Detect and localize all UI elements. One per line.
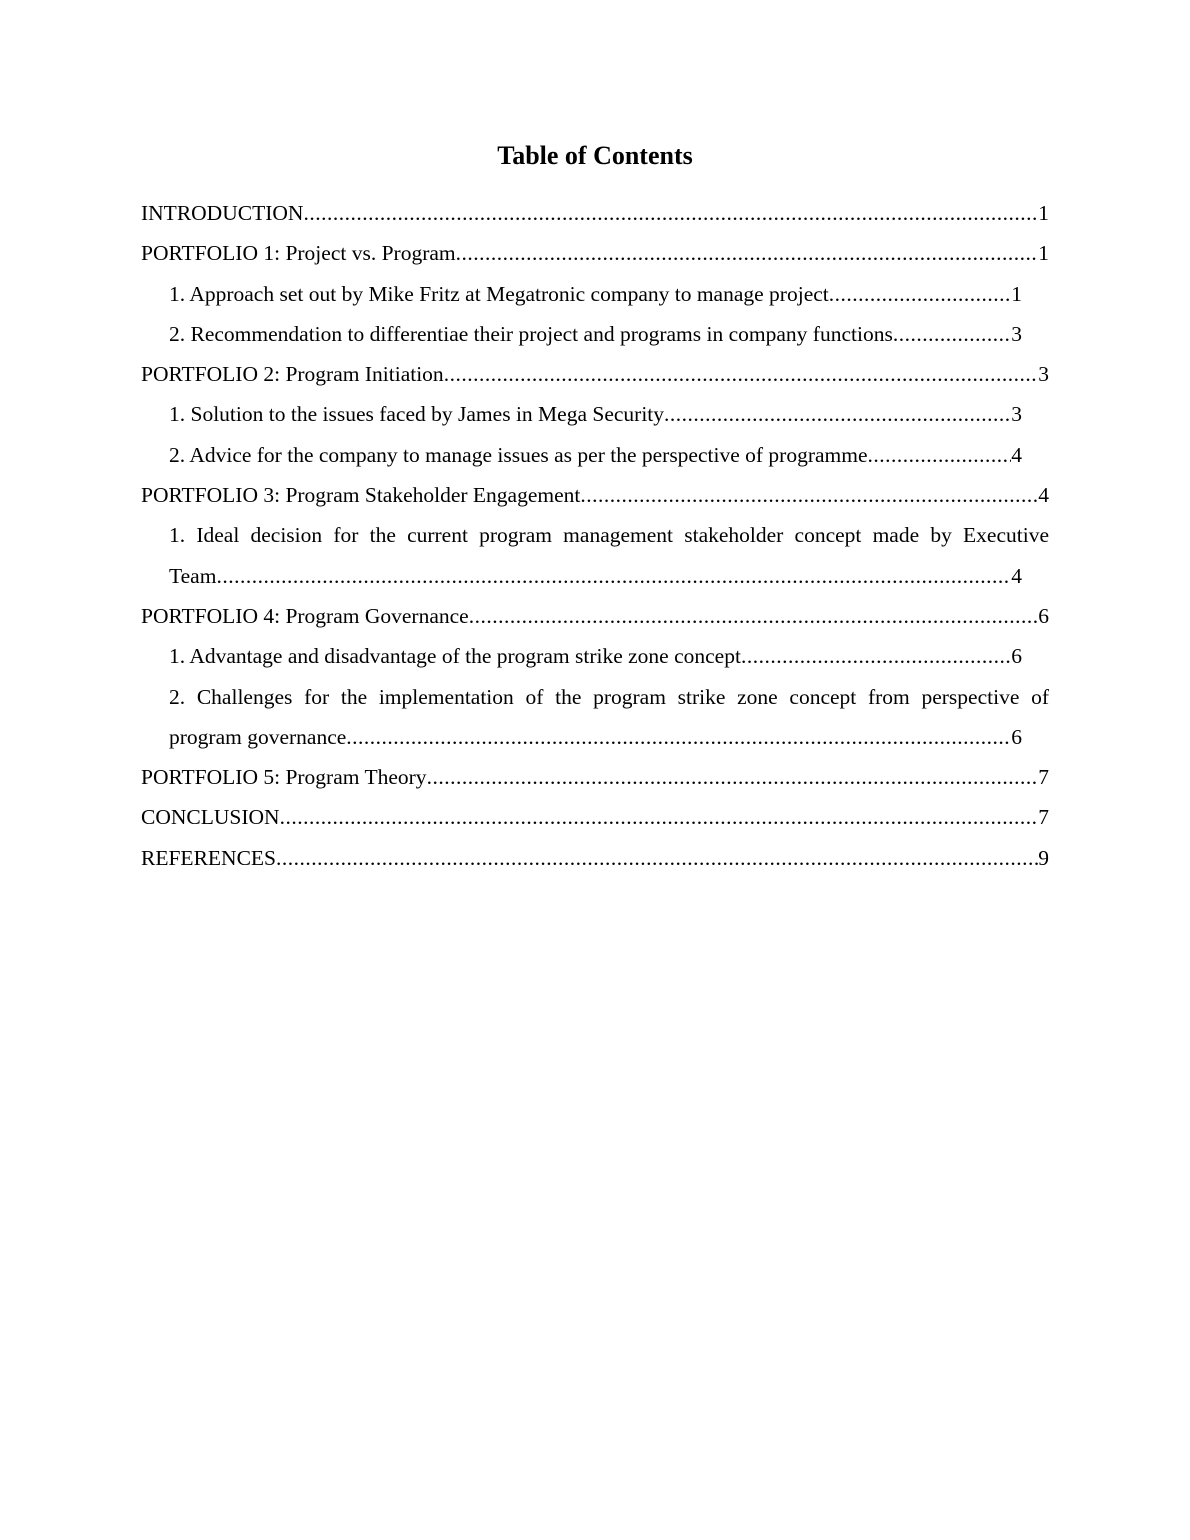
- dot-leader: [427, 757, 1039, 797]
- toc-entry-portfolio-5[interactable]: [141, 757, 1049, 797]
- toc-entry-portfolio-2-advice[interactable]: [169, 435, 1022, 475]
- toc-entry-portfolio-3[interactable]: [141, 475, 1049, 515]
- dot-leader: [469, 596, 1039, 636]
- dot-leader: [346, 717, 1011, 757]
- table-of-contents: [141, 193, 1049, 878]
- dot-leader: [741, 636, 1011, 676]
- toc-entry-portfolio-2-solution[interactable]: [169, 394, 1022, 434]
- toc-entry-label: CONCLUSION: [141, 805, 280, 830]
- dot-leader: [664, 394, 1011, 434]
- toc-entry-references[interactable]: [141, 838, 1049, 878]
- dot-leader: [216, 556, 1011, 596]
- toc-entry-label: PORTFOLIO 3: Program Stakeholder Engagement: [141, 483, 581, 508]
- toc-entry-label: 1. Advantage and disadvantage of the program strike zone concept: [169, 644, 741, 669]
- dot-leader: [580, 475, 1038, 515]
- toc-page-number: 6: [1038, 603, 1049, 628]
- toc-page-number: 4: [1011, 442, 1022, 467]
- dot-leader: [303, 193, 1038, 233]
- dot-leader: [868, 435, 1012, 475]
- toc-page-number: 3: [1011, 402, 1022, 427]
- toc-entry-portfolio-1-approach[interactable]: [169, 274, 1022, 314]
- dot-leader: [456, 233, 1039, 273]
- toc-entry-label: PORTFOLIO 2: Program Initiation: [141, 362, 444, 387]
- toc-entry-portfolio-4-advantage[interactable]: [169, 636, 1022, 676]
- toc-page-number: 6: [1011, 644, 1022, 669]
- dot-leader: [829, 274, 1012, 314]
- toc-page-number: 9: [1038, 845, 1049, 870]
- toc-entry-label: PORTFOLIO 1: Project vs. Program: [141, 241, 456, 266]
- toc-entry-portfolio-3-decision[interactable]: [169, 515, 1049, 596]
- toc-entry-label: 1. Approach set out by Mike Fritz at Megatronic company to manage project: [169, 281, 829, 306]
- toc-entry-introduction[interactable]: [141, 193, 1049, 233]
- dot-leader: [276, 838, 1038, 878]
- toc-page-number: 1: [1038, 201, 1049, 225]
- toc-entry-label: 1. Solution to the issues faced by James in Mega Security: [169, 402, 665, 427]
- toc-page-number: 6: [1011, 724, 1022, 749]
- toc-page-number: 7: [1038, 765, 1049, 790]
- toc-entry-label: 2. Advice for the company to manage issues as per the perspective of programme: [169, 442, 868, 467]
- toc-entry-label-line2: Team: [169, 563, 217, 588]
- toc-entry-label: PORTFOLIO 4: Program Governance: [141, 603, 469, 628]
- toc-title: Table of Contents: [497, 141, 693, 170]
- toc-entry-conclusion[interactable]: [141, 797, 1049, 837]
- toc-entry-label: REFERENCES: [141, 845, 276, 870]
- toc-page-number: 3: [1038, 362, 1049, 387]
- toc-entry-portfolio-1-recommendation[interactable]: [169, 314, 1022, 354]
- toc-entry-portfolio-2[interactable]: [141, 354, 1049, 394]
- toc-entry-label-line1: 2. Challenges for the implementation of the program strike zone concept from perspective of: [169, 684, 1049, 709]
- toc-entry-portfolio-4-challenges[interactable]: [169, 677, 1049, 758]
- toc-entry-label: 2. Recommendation to differentiae their project and programs in company functions: [169, 321, 893, 346]
- toc-page-number: 1: [1011, 281, 1022, 306]
- dot-leader: [444, 354, 1039, 394]
- toc-page-number: 7: [1038, 805, 1049, 830]
- toc-entry-label: INTRODUCTION: [141, 201, 304, 225]
- toc-page-number: 4: [1011, 563, 1022, 588]
- toc-page-number: 4: [1038, 483, 1049, 508]
- dot-leader: [280, 797, 1039, 837]
- toc-entry-portfolio-4[interactable]: [141, 596, 1049, 636]
- toc-entry-label: PORTFOLIO 5: Program Theory: [141, 765, 427, 790]
- toc-entry-portfolio-1[interactable]: [141, 233, 1049, 273]
- toc-entry-label-line2: program governance: [169, 724, 347, 749]
- toc-page-number: 1: [1038, 241, 1049, 266]
- toc-page-number: 3: [1011, 321, 1022, 346]
- toc-entry-label-line1: 1. Ideal decision for the current program management stakeholder concept made by Executive: [169, 523, 1049, 548]
- dot-leader: [893, 314, 1011, 354]
